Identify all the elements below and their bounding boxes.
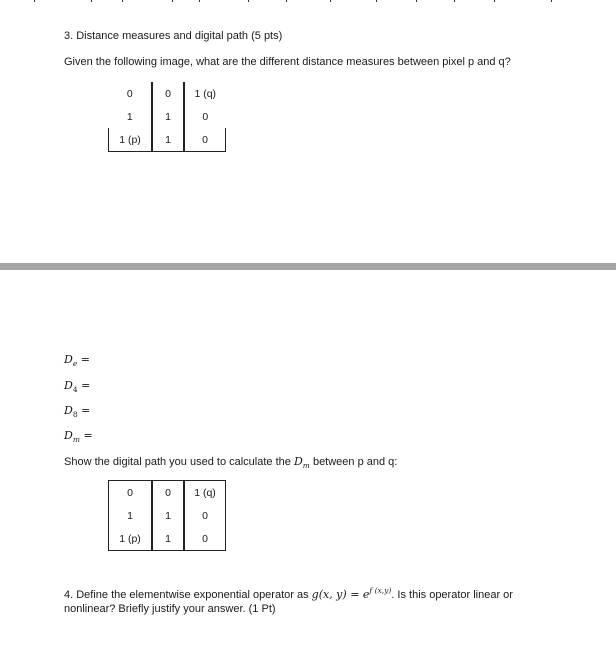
equals-sign: = [80,353,90,366]
grid-cell: 0 [202,110,209,123]
section4-line1 [64,586,513,601]
grid-cell: 1 (q) [194,87,217,100]
grid-row [109,504,226,527]
section4-after: . Is this operator linear or [391,589,513,601]
pixel-grid-2 [108,480,226,551]
grid-cell: 0 [184,527,226,551]
grid-cell: 1 [152,527,184,551]
section3-heading: 3. Distance measures and digital path (5 pts) [64,30,283,42]
grid-row [109,128,226,152]
section4-before: 4. Define the elementwise exponential operator as [64,589,312,601]
grid-cell: 0 [184,128,226,152]
grid-cell: 1 [152,504,184,527]
grid-cell: 1 [152,128,184,152]
grid-cell: 1 [152,105,184,128]
grid-cell: 1 (q) [194,486,216,499]
d-symbol: D [64,353,73,366]
grid-row [109,527,226,551]
d-subscript: 8 [72,410,78,419]
grid-cell: 1 [109,504,153,527]
grid-cell: 0 [202,509,208,522]
d-symbol: D [64,429,73,442]
grid-cell: 0 [152,481,184,505]
path-prompt-before: Show the digital path you used to calculate the [64,456,294,468]
grid-cell: 1 [109,105,153,128]
grid-row [109,105,226,128]
equals-sign: = [81,404,91,417]
grid-row [109,82,226,105]
page-divider [0,263,616,270]
distance-d8-line [64,404,90,419]
grid-cell: 0 [109,82,153,105]
section4-line2: nonlinear? Briefly justify your answer. (1 Pt) [64,603,276,615]
top-table-edge [34,0,552,2]
dm-symbol: D [293,455,303,468]
d-subscript: e [72,359,78,368]
dm-subscript: m [302,461,310,470]
path-prompt-after: between p and q: [309,456,398,468]
section3-question: Given the following image, what are the different distance measures between pixel p and q? [64,56,511,68]
operator-formula: g(x, y) = e [311,588,370,601]
equals-sign: = [81,379,91,392]
d-subscript: m [72,435,80,444]
d-subscript: 4 [72,385,78,394]
path-prompt [64,455,397,470]
d-symbol: D [64,379,73,392]
distance-de-line [64,353,90,368]
distance-dm-line [64,429,93,444]
grid-cell: 0 [152,82,184,105]
operator-exponent: f (x,y) [369,586,392,595]
d-symbol: D [64,404,73,417]
distance-d4-line [64,379,90,394]
pixel-grid-1 [108,82,226,152]
grid-row [109,481,226,505]
equals-sign: = [83,429,93,442]
grid-cell: 1 (p) [109,128,153,152]
grid-cell: 1 (p) [109,527,153,551]
grid-cell: 0 [109,481,153,505]
